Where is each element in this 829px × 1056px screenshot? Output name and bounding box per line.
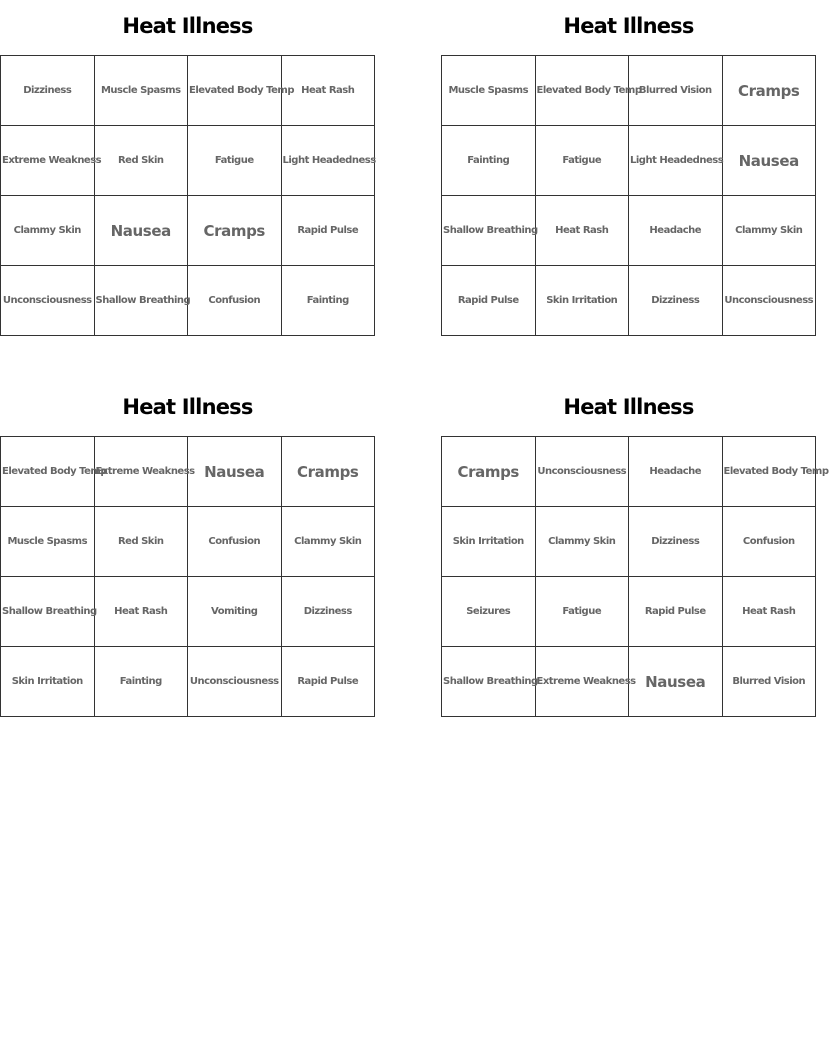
grid-row — [1, 266, 375, 336]
grid-cell: Cramps — [188, 196, 282, 266]
card-title: Heat Illness — [563, 14, 694, 38]
grid-row — [442, 437, 816, 507]
grid-row — [1, 647, 375, 717]
grid-row — [442, 507, 816, 577]
grid-cell: Elevated Body Temp — [535, 56, 629, 126]
grid-cell: Seizures — [442, 577, 536, 647]
grid-cell: Heat Rash — [94, 577, 188, 647]
grid-cell: Headache — [629, 437, 723, 507]
grid-cell: Skin Irritation — [1, 647, 95, 717]
grid-cell: Shallow Breathing — [94, 266, 188, 336]
grid-cell: Fainting — [94, 647, 188, 717]
grid-cell: Confusion — [722, 507, 816, 577]
grid-cell: Dizziness — [281, 577, 375, 647]
grid-cell: Rapid Pulse — [281, 647, 375, 717]
grid-cell: Dizziness — [629, 507, 723, 577]
grid-cell: Shallow Breathing — [442, 196, 536, 266]
grid-cell: Nausea — [94, 196, 188, 266]
grid-cell: Blurred Vision — [722, 647, 816, 717]
grid-cell: Muscle Spasms — [1, 507, 95, 577]
grid-cell: Rapid Pulse — [629, 577, 723, 647]
grid-cell: Nausea — [722, 126, 816, 196]
grid-cell: Extreme Weakness — [1, 126, 95, 196]
grid-row — [442, 577, 816, 647]
grid-cell: Clammy Skin — [722, 196, 816, 266]
grid-cell: Fainting — [442, 126, 536, 196]
grid-cell: Shallow Breathing — [1, 577, 95, 647]
grid-cell: Dizziness — [1, 56, 95, 126]
grid-cell: Rapid Pulse — [281, 196, 375, 266]
grid-row — [442, 196, 816, 266]
grid-row — [442, 266, 816, 336]
bingo-grid — [441, 436, 829, 717]
grid-cell: Fatigue — [188, 126, 282, 196]
bingo-grid — [0, 436, 375, 717]
grid-cell: Unconsciousness — [722, 266, 816, 336]
grid-cell: Rapid Pulse — [442, 266, 536, 336]
grid-cell: Light Headedness — [281, 126, 375, 196]
grid-row — [442, 56, 816, 126]
grid-cell: Cramps — [722, 56, 816, 126]
grid-cell: Cramps — [442, 437, 536, 507]
card-title: Heat Illness — [563, 395, 694, 419]
grid-row — [1, 196, 375, 266]
grid-cell: Nausea — [629, 647, 723, 717]
grid-cell: Skin Irritation — [442, 507, 536, 577]
grid-cell: Dizziness — [629, 266, 723, 336]
grid-row — [1, 577, 375, 647]
grid-row — [1, 126, 375, 196]
grid-cell: Confusion — [188, 507, 282, 577]
card-title: Heat Illness — [122, 395, 253, 419]
grid-cell: Heat Rash — [722, 577, 816, 647]
grid-cell: Fatigue — [535, 577, 629, 647]
grid-cell: Nausea — [188, 437, 282, 507]
grid-cell: Fatigue — [535, 126, 629, 196]
grid-cell: Skin Irritation — [535, 266, 629, 336]
grid-cell: Elevated Body Temp — [188, 56, 282, 126]
grid-cell: Muscle Spasms — [94, 56, 188, 126]
bingo-grid — [441, 55, 816, 336]
grid-row — [1, 507, 375, 577]
grid-cell: Shallow Breathing — [442, 647, 536, 717]
grid-cell: Elevated Body Temp — [1, 437, 95, 507]
grid-cell: Extreme Weakness — [535, 647, 629, 717]
grid-row — [442, 647, 816, 717]
grid-cell: Clammy Skin — [281, 507, 375, 577]
grid-cell: Extreme Weakness — [94, 437, 188, 507]
grid-cell: Blurred Vision — [629, 56, 723, 126]
card-title: Heat Illness — [122, 14, 253, 38]
grid-row — [1, 56, 375, 126]
grid-cell: Headache — [629, 196, 723, 266]
grid-cell: Confusion — [188, 266, 282, 336]
grid-cell: Unconsciousness — [188, 647, 282, 717]
grid-cell: Unconsciousness — [1, 266, 95, 336]
grid-cell: Heat Rash — [535, 196, 629, 266]
grid-cell: Fainting — [281, 266, 375, 336]
grid-cell: Unconsciousness — [535, 437, 629, 507]
grid-cell: Light Headedness — [629, 126, 723, 196]
grid-cell: Cramps — [281, 437, 375, 507]
grid-cell: Clammy Skin — [1, 196, 95, 266]
grid-cell: Elevated Body Temp — [722, 437, 816, 507]
grid-cell: Muscle Spasms — [442, 56, 536, 126]
grid-cell: Vomiting — [188, 577, 282, 647]
grid-row — [1, 437, 375, 507]
grid-cell: Heat Rash — [281, 56, 375, 126]
grid-row — [442, 126, 816, 196]
grid-cell: Red Skin — [94, 507, 188, 577]
bingo-grid — [0, 55, 375, 336]
grid-cell: Clammy Skin — [535, 507, 629, 577]
grid-cell: Red Skin — [94, 126, 188, 196]
